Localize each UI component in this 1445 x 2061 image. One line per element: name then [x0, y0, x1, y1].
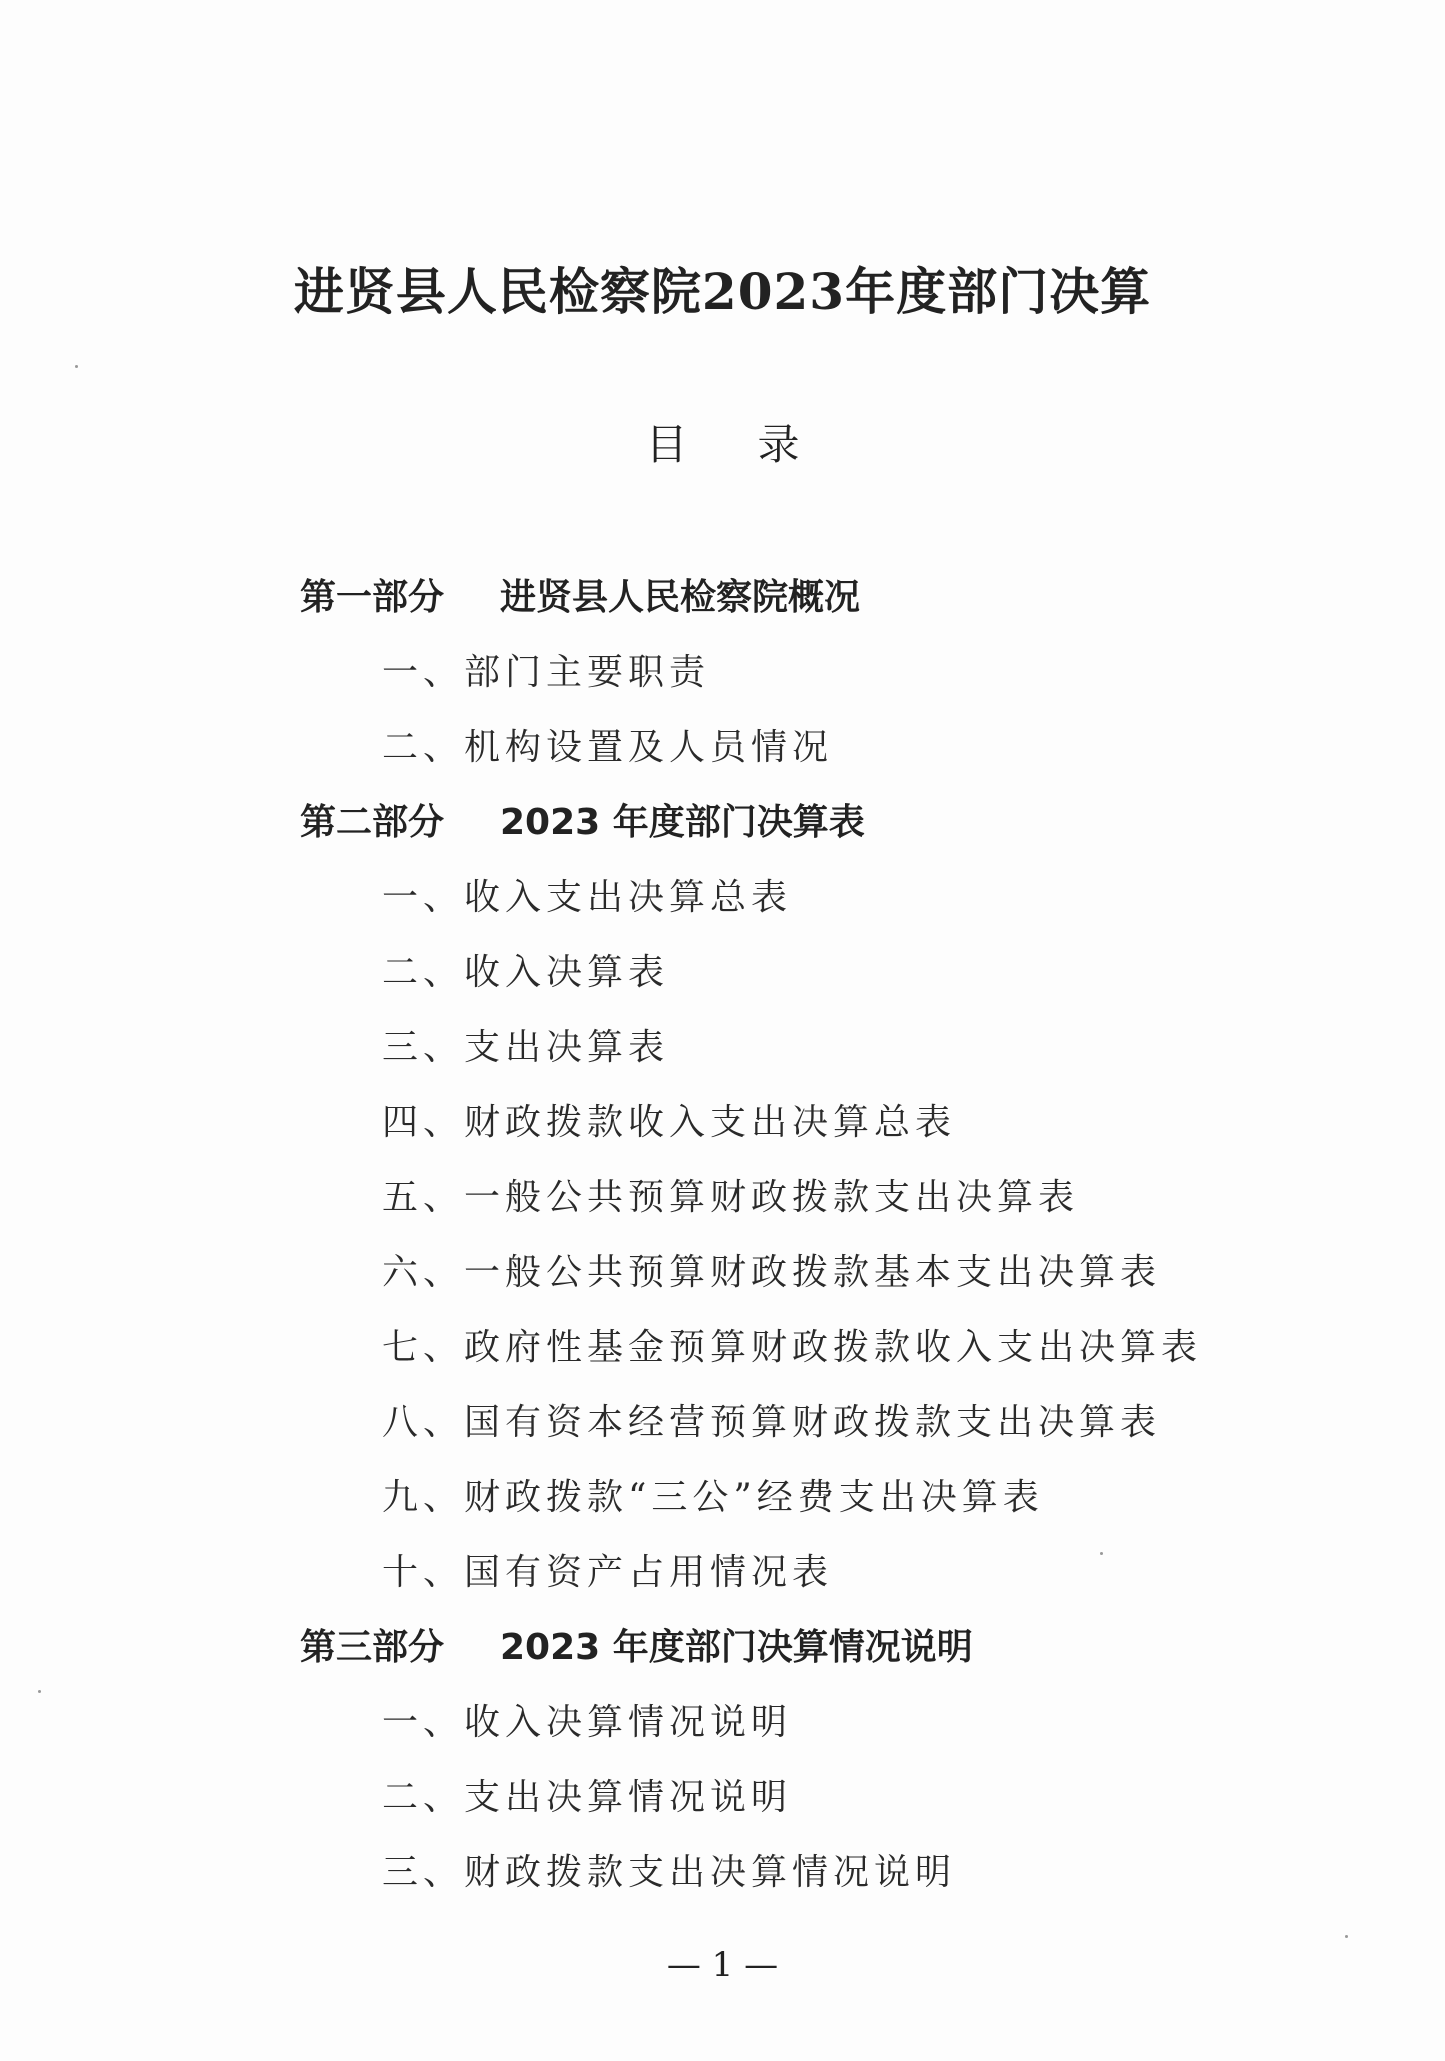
toc-item: 八、国有资本经营预算财政拨款支出决算表 [382, 1402, 1162, 1443]
toc-item: 十、国有资产占用情况表 [382, 1552, 834, 1593]
toc-item: 二、收入决算表 [382, 952, 670, 993]
toc-item: 一、收入支出决算总表 [382, 877, 793, 918]
toc-item: 六、一般公共预算财政拨款基本支出决算表 [382, 1252, 1162, 1293]
part-number: 第三部分 [300, 1627, 445, 1668]
part-title: 2023 年度部门决算情况说明 [500, 1627, 973, 1668]
page-number: — 1 — [666, 1945, 779, 1985]
document-title: 进贤县人民检察院2023年度部门决算 [293, 262, 1152, 321]
toc-item: 九、财政拨款“三公”经费支出决算表 [382, 1477, 1044, 1518]
toc-item: 一、收入决算情况说明 [382, 1702, 793, 1743]
scan-speck [1100, 1552, 1103, 1555]
part-number: 第二部分 [300, 802, 445, 843]
toc-item: 二、机构设置及人员情况 [382, 727, 834, 768]
toc-item: 三、财政拨款支出决算情况说明 [382, 1852, 957, 1893]
toc-item: 四、财政拨款收入支出决算总表 [382, 1102, 957, 1143]
toc-item: 二、支出决算情况说明 [382, 1777, 793, 1818]
toc-heading: 目录 [645, 420, 870, 469]
scan-speck [1345, 1935, 1348, 1938]
table-of-contents [300, 560, 1300, 1910]
part-title: 2023 年度部门决算表 [500, 802, 865, 843]
scan-speck [75, 365, 78, 368]
toc-item: 一、部门主要职责 [382, 652, 711, 693]
part-number: 第一部分 [300, 577, 445, 618]
toc-item: 五、一般公共预算财政拨款支出决算表 [382, 1177, 1080, 1218]
toc-part-3 [300, 1610, 1300, 1685]
toc-part-1 [300, 560, 1300, 635]
toc-item: 三、支出决算表 [382, 1027, 670, 1068]
part-title: 进贤县人民检察院概况 [500, 577, 861, 618]
toc-item: 七、政府性基金预算财政拨款收入支出决算表 [382, 1327, 1203, 1368]
scan-speck [38, 1690, 41, 1693]
toc-part-2 [300, 785, 1300, 860]
